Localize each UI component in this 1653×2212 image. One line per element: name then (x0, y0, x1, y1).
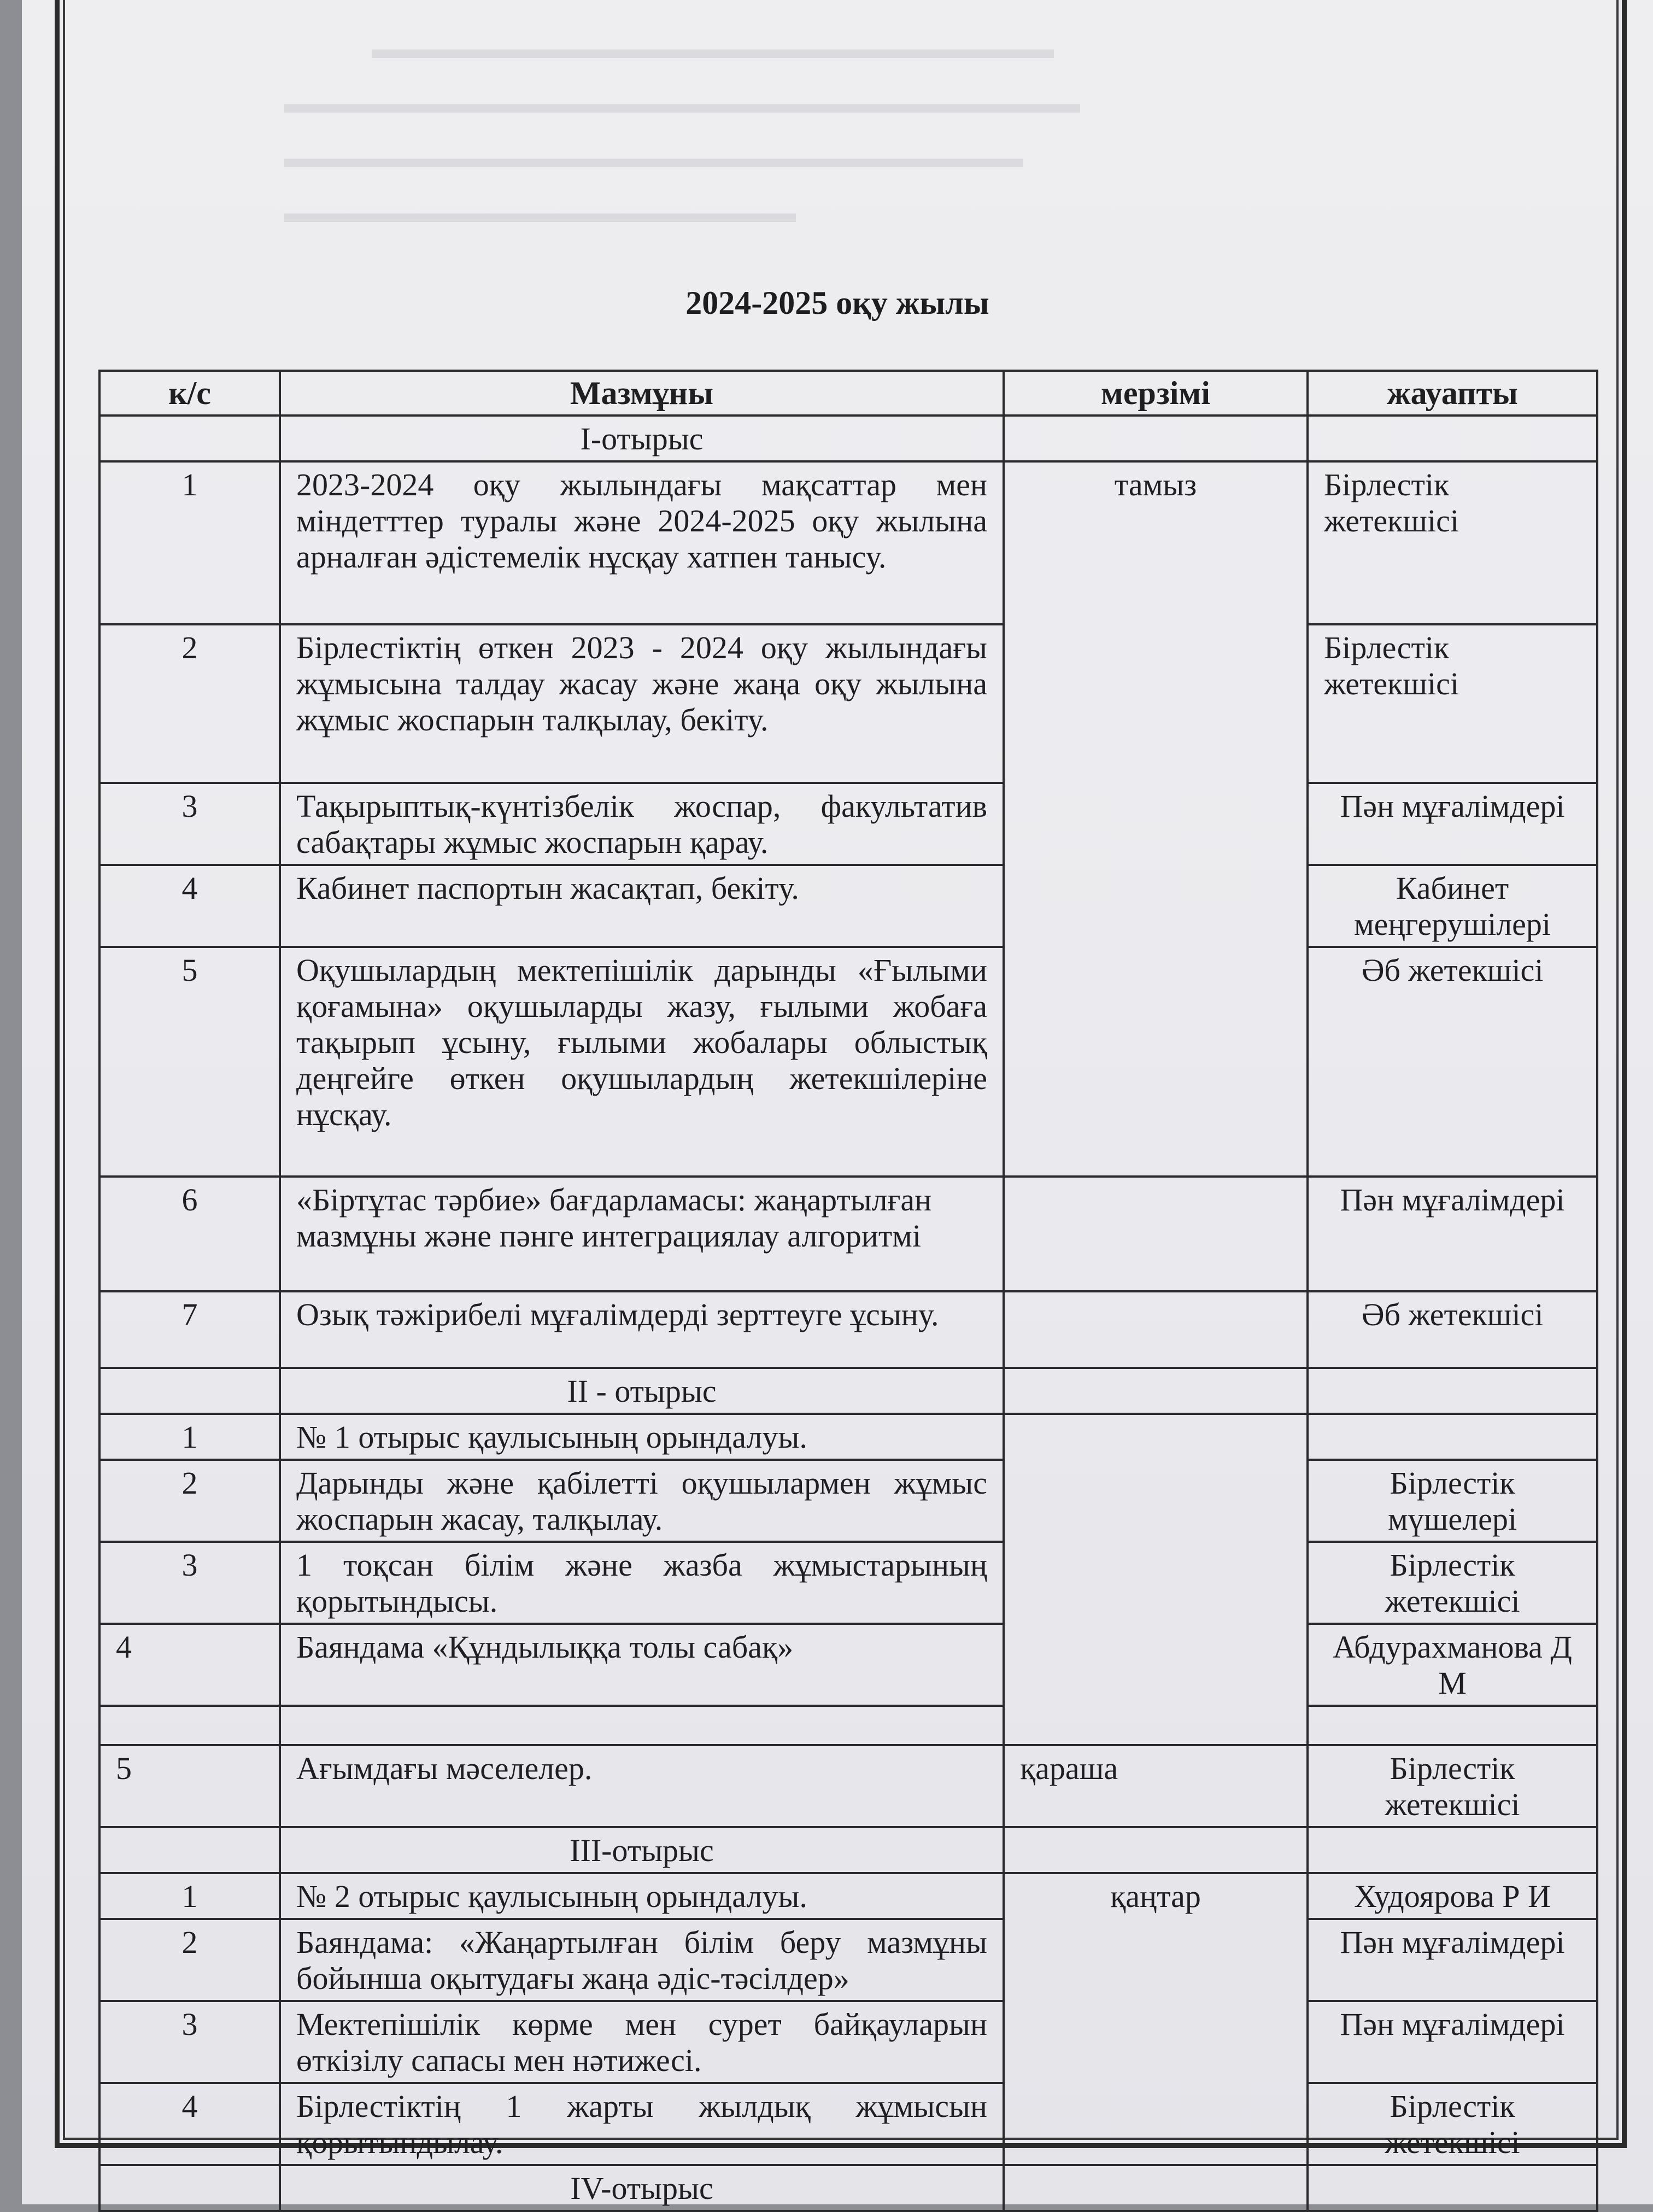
table-row (99, 1460, 1597, 1542)
table-row (99, 1291, 1597, 1368)
table-row (99, 1919, 1597, 2001)
row-responsible: Бірлестік мүшелері (1308, 1460, 1597, 1542)
header-num: к/с (99, 371, 280, 416)
table-row (99, 1414, 1597, 1460)
row-content: Кабинет паспортын жасақтап, бекіту. (280, 865, 1004, 947)
session-title: IV-отырыс (280, 2165, 1004, 2211)
row-number: 6 (99, 1177, 280, 1291)
row-content: Бірлестіктің 1 жарты жылдық жұмысын қорытындылау. (280, 2083, 1004, 2165)
row-responsible: Бірлестік жетекшісі (1308, 1745, 1597, 1827)
row-term: қараша (1004, 1745, 1308, 1827)
session-row (99, 1827, 1597, 1873)
header-content: Мазмұны (280, 371, 1004, 416)
row-number: 5 (99, 1745, 280, 1827)
row-number: 4 (99, 1624, 280, 1706)
row-content: № 1 отырыс қаулысының орындалуы. (280, 1414, 1004, 1460)
row-content: Баяндама: «Жаңартылған білім беру мазмұны бойынша оқытудағы жаңа әдіс-тәсілдер» (280, 1919, 1004, 2001)
table-row (99, 1624, 1597, 1706)
session-title: ІІ - отырыс (280, 1368, 1004, 1414)
row-content: «Біртұтас тәрбие» бағдарламасы: жаңартылған мазмұны және пәнге интеграциялау алгоритмі (280, 1177, 1004, 1291)
row-responsible (1308, 1414, 1597, 1460)
row-number: 2 (99, 1919, 280, 2001)
row-responsible: Бірлестік жетекшісі (1308, 624, 1597, 783)
table-row (99, 624, 1597, 783)
row-content: Мектепішілік көрме мен сурет байқауларын өткізілу сапасы мен нәтижесі. (280, 2001, 1004, 2083)
row-term: тамыз (1004, 461, 1308, 1177)
row-responsible: Әб жетекшісі (1308, 947, 1597, 1177)
paper-sheet: ▬▬▬▬▬▬▬▬▬▬▬▬▬▬▬▬▬▬▬▬▬▬▬▬ ▬▬▬▬▬▬▬▬▬▬▬▬▬▬▬▬▬▬▬▬▬▬▬▬▬▬▬▬ ▬▬▬▬▬▬▬▬▬▬▬▬▬▬▬▬▬▬▬▬▬▬▬▬▬▬ ▬▬▬▬▬▬▬▬▬▬▬▬▬▬▬▬▬▬ 2024-2025 оқу жылы к/с Мазмұны мерзімі жауапты І-отырыс 1 2023-2024 оқу жылындағы мақсаттар мен міндетттер туралы және 2024-2025 оқу жылына арналған әдістемелік нұсқау хатпен танысу. тамыз Бірлестік жетекшісі 2 Бірлестіктің өткен 2023 - 2024 оқу жылындағы жұмысына талдау жасау және жаңа оқу жылына жұмыс жоспарын талқылау, бекіту. Бірлестік жетекшісі 3 Тақырыптық-күнтізбелік жоспар, факультатив сабақтары жұмыс жоспарын қарау. Пән мұғалімдері 4 Кабинет паспортын жасақтап, бекіту. Кабинет меңгерушілері 5 Оқушылардың мектепішілік дарынды «Ғылыми қоғамына» оқушыларды жазу, ғылыми жобаға тақырып ұсыну, ғылыми жобалары облыстық деңгейге өткен оқушылардың жетекшілеріне нұсқау. Әб жетекшісі 6 «Біртұтас тәрбие» бағдарламасы: жаңартылған мазмұны және пәнге интеграциялау алгоритмі Пән мұғалімдері 7 Озық тәжірибелі мұғалімдерді зерттеуге ұсыну. Әб жетекшісі ІІ - отырыс 1 № 1 отырыс қаулысының орындалуы. 2 Дарынды және қабілетті оқушылармен жұмыс жоспарын жасау, талқылау. Бірлестік мүшелері 3 1 тоқсан білім және жазба жұмыстарының қорытындысы. Бірлестік жетекшісі 4 Баяндама «Құндылыққа толы сабақ» Абдурахманова Д М 5 Ағымдағы мәселелер. қараша Бірлестік жетекшісі ІІІ-отырыс 1 № 2 отырыс қаулысының орындалуы. қаңтар Худоярова Р И 2 Баяндама: «Жаңартылған білім беру мазмұны бойынша оқытудағы жаңа әдіс-тәсілдер» Пән мұғалімдері 3 Мектепішілік көрме мен сурет байқауларын өткізілу сапасы мен нәтижесі. Пән мұғалімдері 4 Бірлестіктің 1 жарты жылдық жұмысын қорытындылау. Бірлестік жетекшісі IV-отырыс (22, 0, 1653, 2204)
row-content: № 2 отырыс қаулысының орындалуы. (280, 1873, 1004, 1919)
table-row (99, 865, 1597, 947)
row-content: 2023-2024 оқу жылындағы мақсаттар мен міндетттер туралы және 2024-2025 оқу жылына арналған әдістемелік нұсқау хатпен танысу. (280, 461, 1004, 624)
row-number: 5 (99, 947, 280, 1177)
row-number: 3 (99, 1542, 280, 1624)
row-content: 1 тоқсан білім және жазба жұмыстарының қорытындысы. (280, 1542, 1004, 1624)
row-number: 1 (99, 461, 280, 624)
table-row (99, 1873, 1597, 1919)
table-row (99, 461, 1597, 624)
row-number: 1 (99, 1414, 280, 1460)
row-responsible: Худоярова Р И (1308, 1873, 1597, 1919)
work-plan-table (98, 370, 1598, 2212)
row-responsible: Бірлестік жетекшісі (1308, 1542, 1597, 1624)
row-responsible: Абдурахманова Д М (1308, 1624, 1597, 1706)
row-responsible: Әб жетекшісі (1308, 1291, 1597, 1368)
row-content: Тақырыптық-күнтізбелік жоспар, факультатив сабақтары жұмыс жоспарын қарау. (280, 783, 1004, 865)
row-content: Дарынды және қабілетті оқушылармен жұмыс жоспарын жасау, талқылау. (280, 1460, 1004, 1542)
table-row (99, 1542, 1597, 1624)
table-row (99, 947, 1597, 1177)
row-content: Баяндама «Құндылыққа толы сабақ» (280, 1624, 1004, 1706)
row-content: Ағымдағы мәселелер. (280, 1745, 1004, 1827)
session-row (99, 2165, 1597, 2211)
row-number: 1 (99, 1873, 280, 1919)
header-responsible: жауапты (1308, 371, 1597, 416)
session-title: ІІІ-отырыс (280, 1827, 1004, 1873)
row-number: 2 (99, 624, 280, 783)
row-responsible: Пән мұғалімдері (1308, 2001, 1597, 2083)
session-row (99, 416, 1597, 461)
table-header-row (99, 371, 1597, 416)
table-row (99, 2083, 1597, 2165)
session-title: І-отырыс (280, 416, 1004, 461)
row-responsible: Пән мұғалімдері (1308, 1177, 1597, 1291)
row-term: қаңтар (1004, 1873, 1308, 2165)
table-row (99, 1745, 1597, 1827)
row-number: 7 (99, 1291, 280, 1368)
row-content: Озық тәжірибелі мұғалімдерді зерттеуге ұсыну. (280, 1291, 1004, 1368)
table-row (99, 783, 1597, 865)
row-number: 3 (99, 2001, 280, 2083)
session-row (99, 1368, 1597, 1414)
row-number: 4 (99, 2083, 280, 2165)
header-term: мерзімі (1004, 371, 1308, 416)
row-responsible: Пән мұғалімдері (1308, 783, 1597, 865)
row-responsible: Кабинет меңгерушілері (1308, 865, 1597, 947)
row-number: 4 (99, 865, 280, 947)
row-responsible: Бірлестік жетекшісі (1308, 461, 1597, 624)
row-content: Бірлестіктің өткен 2023 - 2024 оқу жылындағы жұмысына талдау жасау және жаңа оқу жылына жұмыс жоспарын талқылау, бекіту. (280, 624, 1004, 783)
row-number: 2 (99, 1460, 280, 1542)
table-row (99, 2001, 1597, 2083)
table-row (99, 1177, 1597, 1291)
empty-row (99, 1706, 1597, 1745)
row-responsible: Бірлестік жетекшісі (1308, 2083, 1597, 2165)
row-number: 3 (99, 783, 280, 865)
row-content: Оқушылардың мектепішілік дарынды «Ғылыми қоғамына» оқушыларды жазу, ғылыми жобаға тақырып ұсыну, ғылыми жобалары облыстық деңгейге өткен оқушылардың жетекшілеріне нұсқау. (280, 947, 1004, 1177)
row-responsible: Пән мұғалімдері (1308, 1919, 1597, 2001)
page-title: 2024-2025 оқу жылы (685, 285, 989, 321)
